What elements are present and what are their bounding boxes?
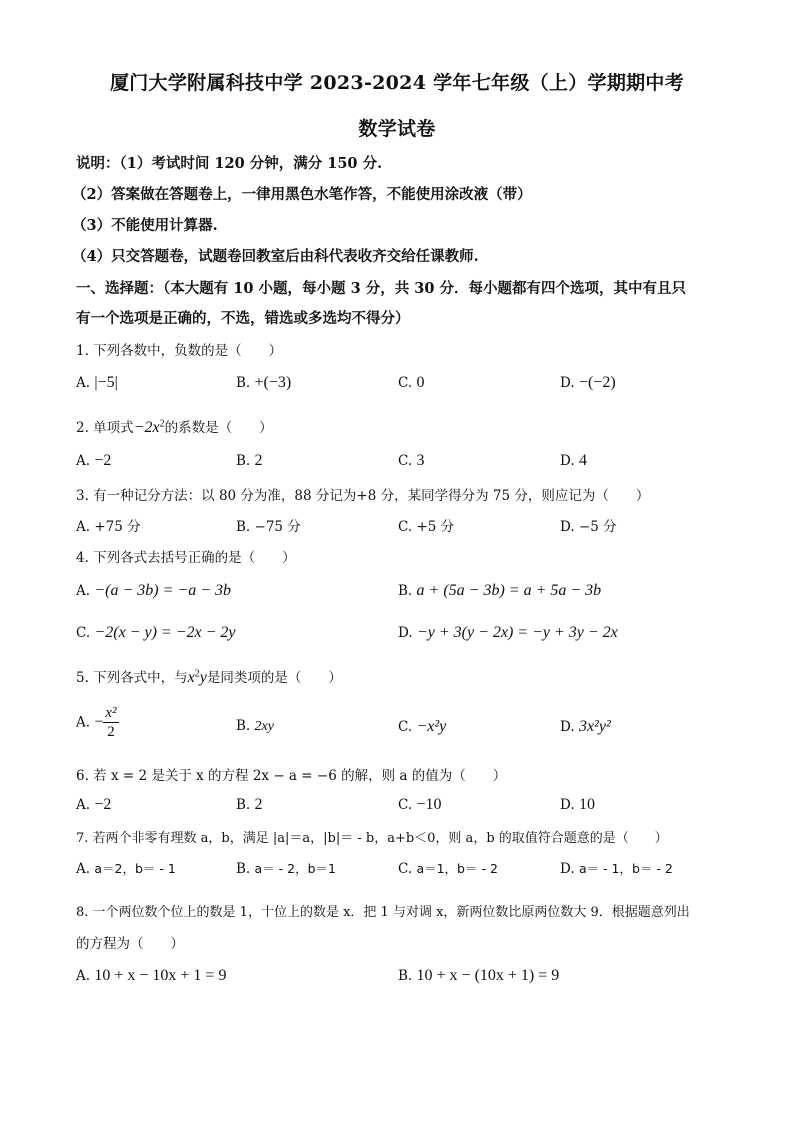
option-label: A. xyxy=(76,453,91,469)
option-label: C. xyxy=(398,375,413,391)
question-2-stem xyxy=(76,416,273,437)
option-label: B. xyxy=(236,375,251,391)
q2-option-a xyxy=(76,452,111,470)
instruction-3: （3）不能使用计算器. xyxy=(72,217,218,234)
question-8-stem-line2: 的方程为（ ） xyxy=(76,936,184,952)
option-label: A. xyxy=(76,968,91,984)
option-value: −2 xyxy=(94,452,112,469)
option-label: C. xyxy=(398,797,413,813)
option-label: B. xyxy=(236,718,251,734)
q1-option-a xyxy=(76,374,118,392)
option-value: −y + 3(y − 2x) = −y + 3y − 2x xyxy=(416,624,618,641)
option-value: a＝2，b＝ - 1 xyxy=(94,861,176,876)
q7-option-b xyxy=(236,859,336,877)
q2-option-d xyxy=(560,452,587,470)
option-label: A. xyxy=(76,583,91,599)
option-label: D. xyxy=(560,375,575,391)
option-value: −2(x − y) = −2x − 2y xyxy=(94,624,236,641)
fraction xyxy=(103,704,118,741)
stem-prefix: 2. 单项式 xyxy=(76,420,134,436)
option-value: 4 xyxy=(578,452,587,469)
option-value: a＝ - 2，b＝1 xyxy=(254,861,336,876)
option-value: +75 分 xyxy=(94,519,141,535)
stem-prefix: 5. 下列各式中，与 xyxy=(76,670,188,686)
stem-math-2: y xyxy=(199,669,207,686)
option-value: 3x²y² xyxy=(578,718,611,735)
q5-option-d xyxy=(560,718,611,736)
option-label: B. xyxy=(236,797,251,813)
option-value: 10 + x − 10x + 1 = 9 xyxy=(94,967,227,984)
option-label: A. xyxy=(76,714,91,731)
question-3-stem: 3. 有一种记分方法：以 80 分为准，88 分记为+8 分，某同学得分为 75 分，则应记为（ ） xyxy=(76,488,650,504)
option-label: B. xyxy=(398,583,413,599)
option-value: a＝ - 1，b＝ - 2 xyxy=(578,861,673,876)
option-value: −x²y xyxy=(416,718,447,735)
option-value: 10 + x − (10x + 1) = 9 xyxy=(416,967,560,984)
option-label: D. xyxy=(560,861,575,877)
option-value: 10 xyxy=(578,796,595,813)
q5-option-b xyxy=(236,718,274,735)
fraction-denominator: 2 xyxy=(107,724,115,740)
option-value: −(−2) xyxy=(578,374,616,391)
exam-subtitle: 数学试卷 xyxy=(358,118,436,140)
q3-option-b xyxy=(236,515,301,535)
q1-option-d xyxy=(560,374,616,392)
option-label: C. xyxy=(398,453,413,469)
option-label: C. xyxy=(398,519,413,535)
q1-option-c xyxy=(398,374,424,392)
option-value: 3 xyxy=(416,452,425,469)
q4-option-d xyxy=(398,624,618,642)
option-value: −5 分 xyxy=(578,519,617,535)
option-value: +5 分 xyxy=(416,519,455,535)
stem-suffix: 是同类项的是（ ） xyxy=(206,670,342,686)
option-label: B. xyxy=(236,519,251,535)
q4-option-b xyxy=(398,582,601,600)
q7-option-c xyxy=(398,859,498,877)
option-label: A. xyxy=(76,861,91,877)
instruction-1: 说明：（1）考试时间 120 分钟，满分 150 分. xyxy=(76,155,383,172)
q8-option-a xyxy=(76,967,226,985)
section-heading-line1: 一、选择题：（本大题有 10 小题，每小题 3 分，共 30 分．每小题都有四个选项，其中有且只 xyxy=(76,280,686,297)
fraction-numerator: x² xyxy=(105,705,117,721)
option-value: a + (5a − 3b) = a + 5a − 3b xyxy=(416,582,602,599)
stem-math: −2x xyxy=(133,419,160,436)
option-label: D. xyxy=(560,719,575,735)
option-label: C. xyxy=(398,861,413,877)
q5-option-a xyxy=(76,704,119,741)
q8-option-b xyxy=(398,967,559,985)
question-7-stem: 7. 若两个非零有理数 a，b，满足 |a|＝a，|b|＝ - b，a+b＜0，则 a，b 的取值符合题意的是（ ） xyxy=(76,831,668,846)
question-6-stem: 6. 若 x = 2 是关于 x 的方程 2x − a = −6 的解，则 a 的值为（ ） xyxy=(76,768,507,784)
stem-math: x xyxy=(187,669,195,686)
option-label: B. xyxy=(398,968,413,984)
option-value: 2 xyxy=(254,796,263,813)
option-value: 2 xyxy=(254,452,263,469)
q6-option-c xyxy=(398,796,441,814)
q6-option-a xyxy=(76,796,111,814)
option-value: −(a − 3b) = −a − 3b xyxy=(94,582,231,599)
q2-option-b xyxy=(236,452,263,470)
question-5-stem xyxy=(76,666,342,687)
option-label: D. xyxy=(560,797,575,813)
minus-sign: − xyxy=(94,713,104,731)
question-8-stem-line1: 8. 一个两位数个位上的数是 1，十位上的数是 x．把 1 与对调 x，新两位数比原两位数大 9．根据题意列出 xyxy=(76,905,690,920)
option-label: D. xyxy=(560,519,575,535)
q1-option-b xyxy=(236,374,291,392)
instruction-4: （4）只交答题卷，试题卷回教室后由科代表收齐交给任课教师. xyxy=(72,248,479,265)
q6-option-b xyxy=(236,796,263,814)
stem-suffix: 的系数是（ ） xyxy=(164,420,273,436)
question-1-stem: 1. 下列各数中，负数的是（ ） xyxy=(76,343,283,359)
option-label: D. xyxy=(398,625,413,641)
option-label: B. xyxy=(236,861,251,877)
option-value: −75 分 xyxy=(254,519,301,535)
q2-option-c xyxy=(398,452,424,470)
option-label: C. xyxy=(398,719,413,735)
option-label: C. xyxy=(76,625,91,641)
option-value: a＝1，b＝ - 2 xyxy=(416,861,498,876)
exam-title: 厦门大学附属科技中学 2023-2024 学年七年级（上）学期期中考 xyxy=(109,72,685,94)
q7-option-a xyxy=(76,859,176,877)
option-value: −10 xyxy=(416,796,442,813)
section-heading-line2: 有一个选项是正确的，不选，错选或多选均不得分） xyxy=(76,310,410,327)
question-4-stem: 4. 下列各式去括号正确的是（ ） xyxy=(76,550,296,566)
option-value: +(−3) xyxy=(254,374,292,391)
q4-option-a xyxy=(76,582,231,600)
option-value: −2 xyxy=(94,796,112,813)
q5-option-c xyxy=(398,718,446,736)
option-label: B. xyxy=(236,453,251,469)
option-value: |−5| xyxy=(94,374,118,391)
stem-exponent: 2 xyxy=(159,418,165,430)
q3-option-a xyxy=(76,515,141,535)
q4-option-c xyxy=(76,624,235,642)
q6-option-d xyxy=(560,796,595,814)
option-value: 0 xyxy=(416,374,425,391)
option-label: D. xyxy=(560,453,575,469)
option-label: A. xyxy=(76,375,91,391)
q3-option-d xyxy=(560,515,617,535)
option-value: 2xy xyxy=(254,719,274,734)
stem-exponent: 2 xyxy=(194,668,200,680)
option-label: A. xyxy=(76,519,91,535)
instruction-2: （2）答案做在答题卷上，一律用黑色水笔作答，不能使用涂改液（带） xyxy=(72,186,532,203)
q7-option-d xyxy=(560,859,673,877)
option-label: A. xyxy=(76,797,91,813)
q3-option-c xyxy=(398,515,454,535)
